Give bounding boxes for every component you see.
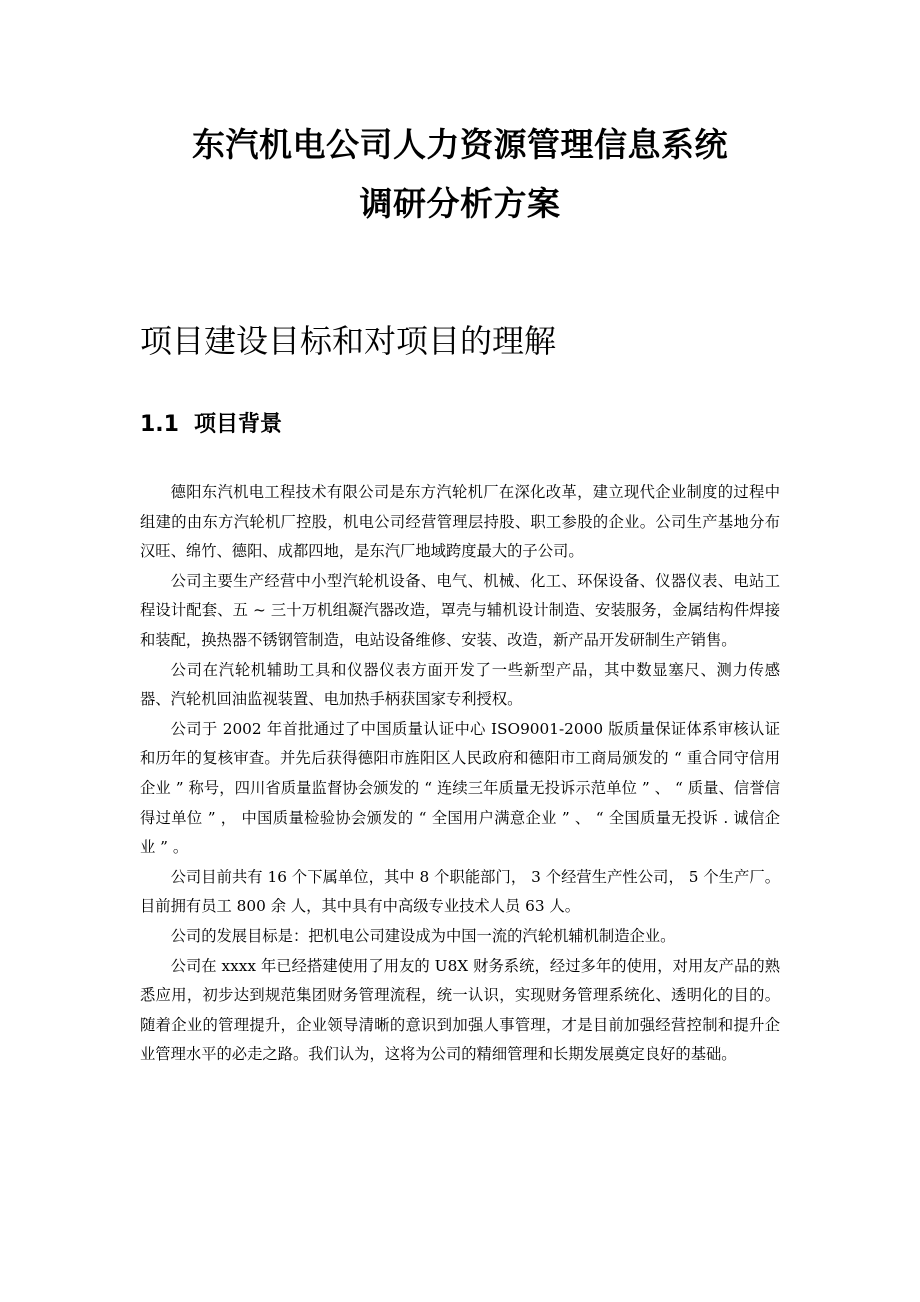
paragraph: 公司目前共有 16 个下属单位，其中 8 个职能部门， 3 个经营生产性公司， 5 个生产厂。目前拥有员工 800 余 人，其中具有中高级专业技术人员 63 人。 — [140, 867, 780, 916]
section-title: 项目背景 — [194, 412, 283, 437]
paragraph: 公司的发展目标是：把机电公司建设成为中国一流的汽轮机辅机制造企业。 — [170, 926, 676, 945]
section-number: 1.1 — [140, 412, 179, 437]
paragraph: 公司于 2002 年首批通过了中国质量认证中心 ISO9001-2000 版质量保证体系审核认证和历年的复核审查。并先后获得德阳市旌阳区人民政府和德阳市工商局颁发的 “ 重合同守信用企业 ” 称号，四川省质量监督协会颁发的 “ 连续三年质量无投诉示范单位 ” 、 “ 质量、信誉信得过单位 ” ， 中国质量检验协会颁发的 “ 全国用户满意企业 ” 、 “ 全国质量无投诉 . 诚信企业 ” 。 — [140, 719, 780, 857]
paragraph: 公司在汽轮机辅助工具和仪器仪表方面开发了一些新型产品，其中数显塞尺、测力传感器、汽轮机回油监视装置、电加热手柄获国家专利授权。 — [140, 660, 780, 709]
section-heading — [140, 410, 282, 440]
body-text — [140, 478, 780, 1070]
document-title-line1: 东汽机电公司人力资源管理信息系统 — [192, 125, 728, 164]
paragraph: 公司主要生产经营中小型汽轮机设备、电气、机械、化工、环保设备、仪器仪表、电站工程设计配套、五 ~ 三十万机组凝汽器改造，罩壳与辅机设计制造、安装服务，金属结构件焊接和装配，换热器不锈钢管制造，电站设备维修、安装、改造，新产品开发研制生产销售。 — [140, 571, 780, 649]
paragraph: 公司在 xxxx 年已经搭建使用了用友的 U8X 财务系统，经过多年的使用，对用友产品的熟悉应用，初步达到规范集团财务管理流程，统一认识，实现财务管理系统化、透明化的目的。随着企业的管理提升，企业领导清晰的意识到加强人事管理，才是目前加强经营控制和提升企业管理水平的必走之路。我们认为，这将为公司的精细管理和长期发展奠定良好的基础。 — [140, 956, 780, 1064]
paragraph: 德阳东汽机电工程技术有限公司是东方汽轮机厂在深化改革，建立现代企业制度的过程中组建的由东方汽轮机厂控股，机电公司经营管理层持股、职工参股的企业。公司生产基地分布汉旺、绵竹、德阳、成都四地，是东汽厂地域跨度最大的子公司。 — [140, 483, 780, 561]
document-title-line2: 调研分析方案 — [359, 184, 561, 223]
chapter-heading: 项目建设目标和对项目的理解 — [140, 322, 557, 360]
